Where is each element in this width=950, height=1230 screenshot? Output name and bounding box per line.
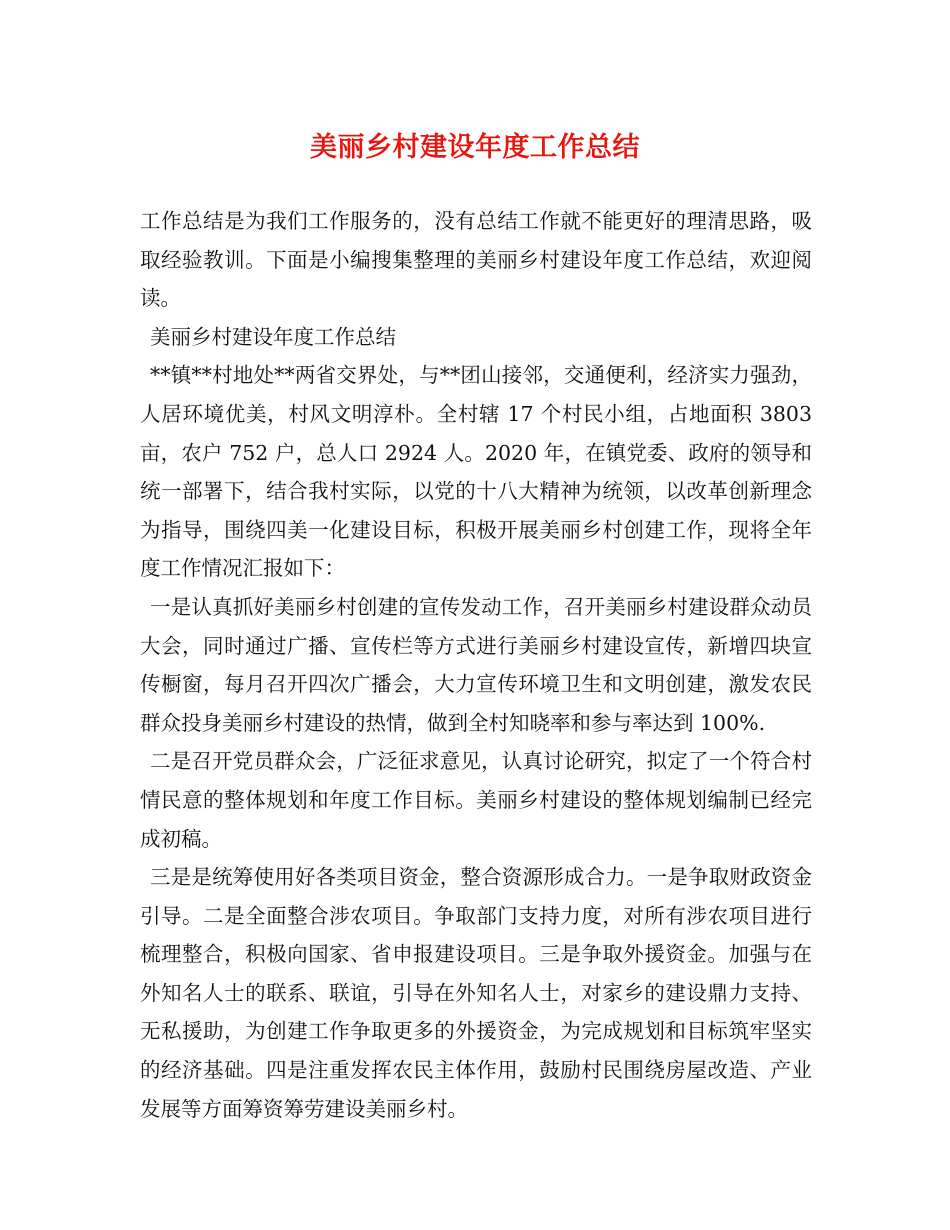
item-one-paragraph: 一是认真抓好美丽乡村创建的宣传发动工作，召开美丽乡村建设群众动员大会，同时通过广播、宣传栏等方式进行美丽乡村建设宣传，新增四块宣传橱窗，每月召开四次广播会，大力宣传环境卫生和文明创建，激发农民群众投身美丽乡村建设的热情，做到全村知晓率和参与率达到 100%. xyxy=(140,594,812,735)
intro-paragraph: 工作总结是为我们工作服务的，没有总结工作就不能更好的理清思路，吸取经验教训。下面是小编搜集整理的美丽乡村建设年度工作总结，欢迎阅读。 xyxy=(140,209,812,311)
document-body xyxy=(140,202,812,1128)
item-three-paragraph: 三是是统筹使用好各类项目资金，整合资源形成合力。一是争取财政资金引导。二是全面整合涉农项目。争取部门支持力度，对所有涉农项目进行梳理整合，积极向国家、省申报建设项目。三是争取外援资金。加强与在外知名人士的联系、联谊，引导在外知名人士，对家乡的建设鼎力支持、无私援助，为创建工作争取更多的外援资金，为完成规划和目标筑牢坚实的经济基础。四是注重发挥农民主体作用，鼓励村民围绕房屋改造、产业发展等方面筹资筹劳建设美丽乡村。 xyxy=(140,865,812,1121)
item-two-paragraph: 二是召开党员群众会，广泛征求意见，认真讨论研究，拟定了一个符合村情民意的整体规划和年度工作目标。美丽乡村建设的整体规划编制已经完成初稿。 xyxy=(140,749,812,851)
document-title: 美丽乡村建设年度工作总结 xyxy=(310,132,640,163)
section-heading: 美丽乡村建设年度工作总结 xyxy=(150,324,396,349)
overview-paragraph: **镇**村地处**两省交界处，与**团山接邻，交通便利，经济实力强劲，人居环境优美，村风文明淳朴。全村辖 17 个村民小组，占地面积 3803 亩，农户 752 户，总人口 2924 人。2020 年，在镇党委、政府的领导和统一部署下，结合我村实际，以党的十八大精神为统领，以改革创新理念为指导，围绕四美一化建设目标，积极开展美丽乡村创建工作，现将全年度工作情况汇报如下： xyxy=(140,363,812,581)
